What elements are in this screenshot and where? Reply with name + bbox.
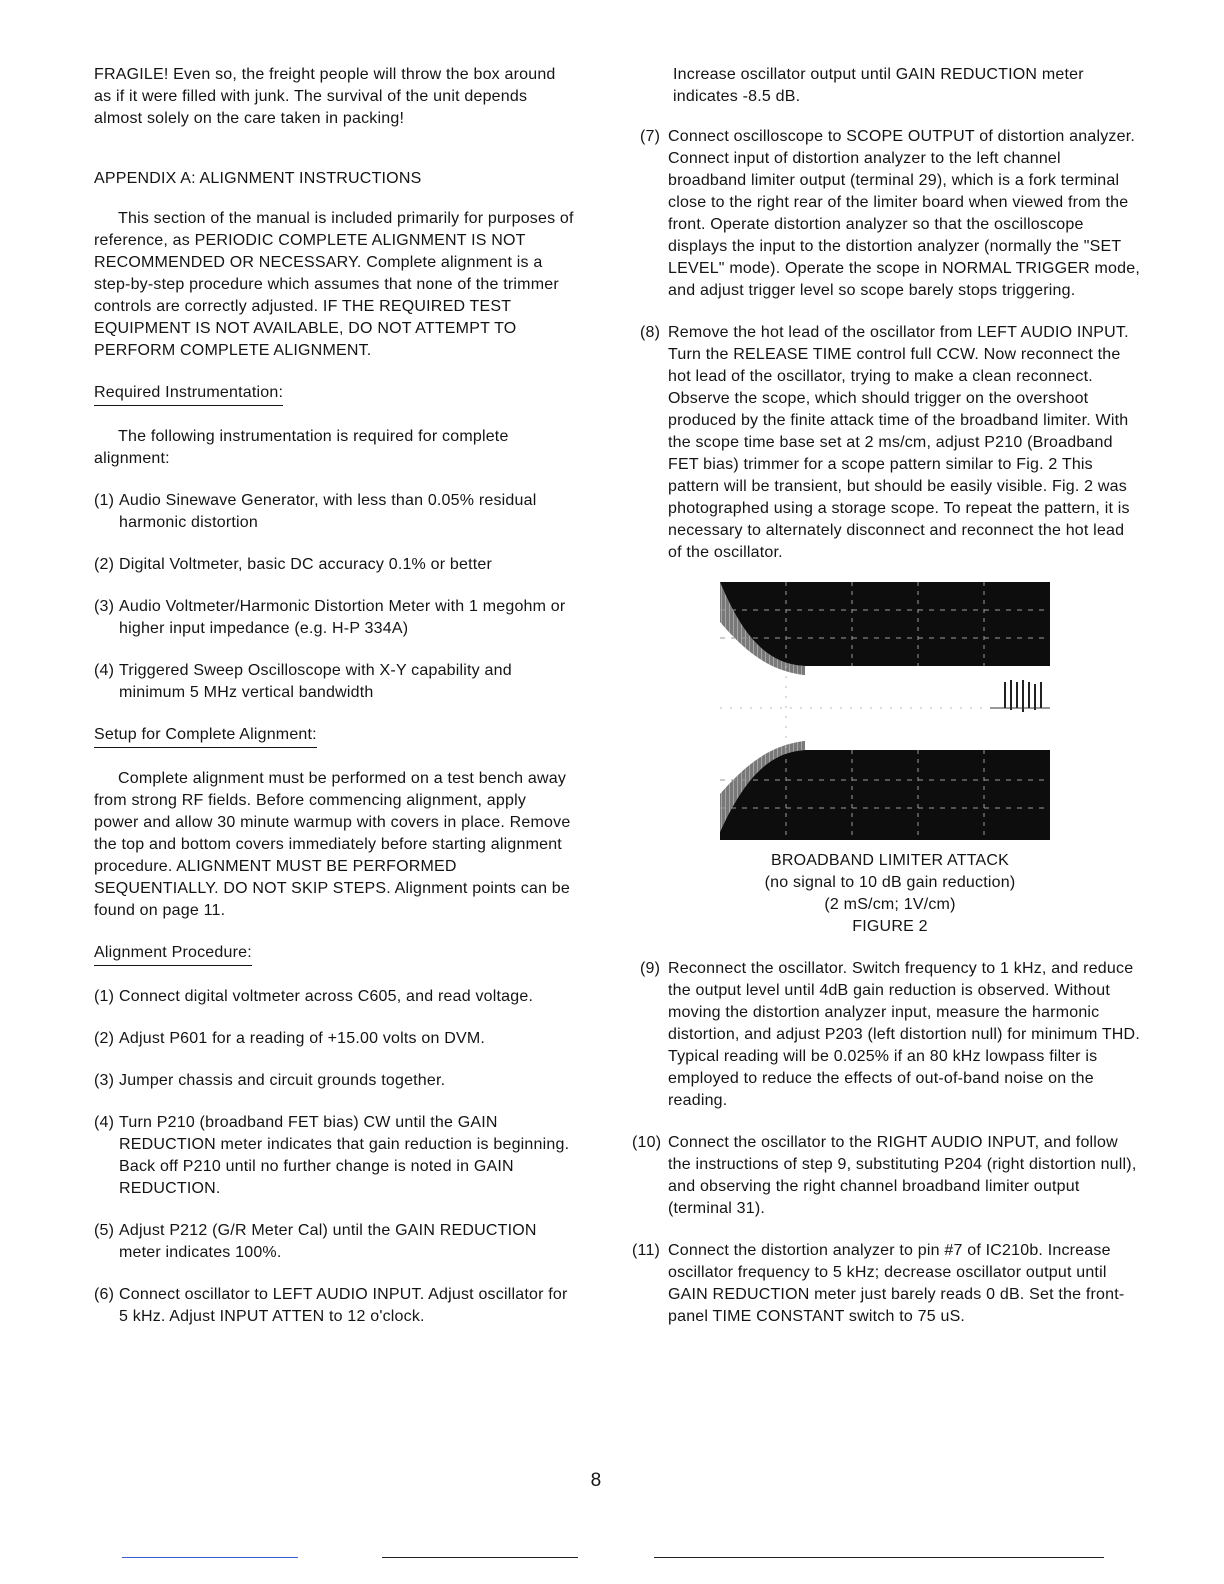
setup-heading: Setup for Complete Alignment: bbox=[94, 724, 317, 748]
list-item: (2) Digital Voltmeter, basic DC accuracy 0.1% or better bbox=[94, 556, 493, 573]
list-item: (4) Turn P210 (broadband FET bias) CW until the GAIN REDUCTION meter indicates that gain reduction is beginning. Back off P210 until no further change is noted in GAIN REDUCTION. bbox=[94, 1114, 570, 1197]
setup-paragraph: Complete alignment must be performed on a test bench away from strong RF fields. Before commencing alignment, apply power and allow 30 minute warmup with covers in place. Remove the top and bottom covers immediately before starting alignment procedure. ALIGNMENT MUST BE PERFORMED SEQUENTIALLY. DO NOT SKIP STEPS. Alignment points can be found on page 11. bbox=[94, 770, 571, 919]
appendix-paragraph: This section of the manual is included primarily for purposes of reference, as PERIODIC COMPLETE ALIGNMENT IS NOT RECOMMENDED OR NECESSARY. Complete alignment is a step-by-step procedure which assumes that none of the trimmer controls are correctly adjusted. IF THE REQUIRED TEST EQUIPMENT IS NOT AVAILABLE, DO NOT ATTEMPT TO PERFORM COMPLETE ALIGNMENT. bbox=[94, 210, 574, 359]
list-item: (6) Connect oscillator to LEFT AUDIO INPUT. Adjust oscillator for 5 kHz. Adjust INPUT ATTEN to 12 o'clock. bbox=[94, 1286, 568, 1325]
procedure-heading: Alignment Procedure: bbox=[94, 942, 252, 966]
scan-rule bbox=[122, 1557, 298, 1558]
scan-rule bbox=[382, 1557, 578, 1558]
list-item: (3) Audio Voltmeter/Harmonic Distortion Meter with 1 megohm or higher input impedance (e.g. H-P 334A) bbox=[94, 598, 566, 637]
oscilloscope-photo bbox=[720, 582, 1050, 840]
oscilloscope-trace-image bbox=[720, 582, 1050, 840]
page-number: 8 bbox=[590, 1470, 602, 1491]
right-column bbox=[632, 64, 1140, 1328]
instrumentation-heading: Required Instrumentation: bbox=[94, 382, 283, 406]
list-item: (2) Adjust P601 for a reading of +15.00 volts on DVM. bbox=[94, 1030, 486, 1047]
continuation-text: Increase oscillator output until GAIN REDUCTION meter indicates -8.5 dB. bbox=[673, 66, 1084, 105]
list-item: (5) Adjust P212 (G/R Meter Cal) until the GAIN REDUCTION meter indicates 100%. bbox=[94, 1222, 537, 1261]
figure-caption: BROADBAND LIMITER ATTACK (no signal to 10 dB gain reduction) (2 mS/cm; 1V/cm) FIGURE 2 bbox=[764, 852, 1016, 935]
list-item: (3) Jumper chassis and circuit grounds together. bbox=[94, 1072, 446, 1089]
list-item: (1) Audio Sinewave Generator, with less than 0.05% residual harmonic distortion bbox=[94, 492, 537, 531]
instrumentation-paragraph: The following instrumentation is required for complete alignment: bbox=[94, 428, 509, 467]
intro-paragraph: FRAGILE! Even so, the freight people will throw the box around as if it were filled with junk. The survival of the unit depends almost solely on the care taken in packing! bbox=[94, 66, 556, 127]
list-item: (10) Connect the oscillator to the RIGHT AUDIO INPUT, and follow the instructions of step 9, substituting P204 (right distortion null), and observing the right channel broadband limiter output (terminal 31). bbox=[632, 1134, 1137, 1217]
scan-rule bbox=[654, 1557, 1104, 1558]
list-item: (7) Connect oscilloscope to SCOPE OUTPUT of distortion analyzer. Connect input of distortion analyzer to the left channel broadband limiter output (terminal 29), which is a fork terminal close to the right rear of the limiter board when viewed from the front. Operate distortion analyzer so that the oscilloscope displays the input to the distortion analyzer (normally the "SET LEVEL" mode). Operate the scope in NORMAL TRIGGER mode, and adjust trigger level so scope barely stops triggering. bbox=[640, 128, 1140, 299]
list-item: (4) Triggered Sweep Oscilloscope with X-Y capability and minimum 5 MHz vertical bandwidth bbox=[94, 662, 512, 701]
list-item: (9) Reconnect the oscillator. Switch frequency to 1 kHz, and reduce the output level until 4dB gain reduction is observed. Without moving the distortion analyzer input, measure the harmonic distortion, and adjust P203 (left distortion null) for minimum THD. Typical reading will be 0.025% if an 80 kHz lowpass filter is employed to reduce the effects of out-of-band noise on the reading. bbox=[640, 960, 1140, 1109]
list-item: (1) Connect digital voltmeter across C605, and read voltage. bbox=[94, 988, 534, 1005]
list-item: (11) Connect the distortion analyzer to pin #7 of IC210b. Increase oscillator frequency to 5 kHz; decrease oscillator output until GAIN REDUCTION meter just barely reads 0 dB. Set the front-panel TIME CONSTANT switch to 75 uS. bbox=[632, 1242, 1125, 1325]
list-item: (8) Remove the hot lead of the oscillator from LEFT AUDIO INPUT. Turn the RELEASE TIME control full CCW. Now reconnect the hot lead of the oscillator, trying to make a clean reconnect. Observe the scope, which should trigger on the overshoot produced by the finite attack time of the broadband limiter. With the scope time base set at 2 ms/cm, adjust P210 (Broadband FET bias) trimmer for a scope pattern similar to Fig. 2 This pattern will be transient, but should be easily visible. Fig. 2 was photographed using a storage scope. To repeat the pattern, it is necessary to alternately disconnect and reconnect the hot lead of the oscillator. bbox=[640, 324, 1130, 561]
appendix-title: APPENDIX A: ALIGNMENT INSTRUCTIONS bbox=[94, 170, 422, 187]
left-column bbox=[94, 64, 574, 1328]
